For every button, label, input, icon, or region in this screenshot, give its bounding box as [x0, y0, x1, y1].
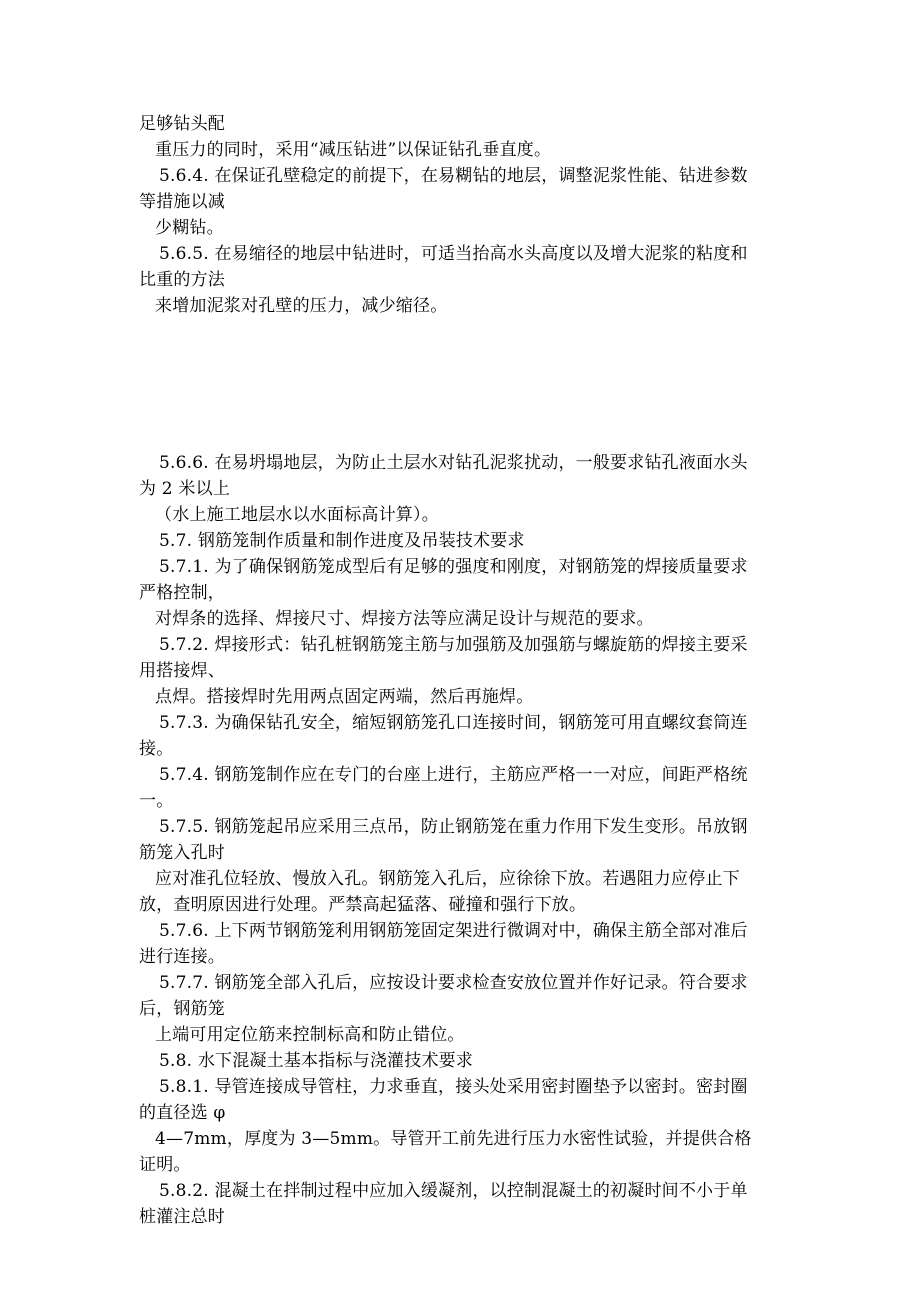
text-line: 5.8.1. 导管连接成导管柱，力求垂直，接头处采用密封圈垫予以密封。密封圈	[159, 1077, 748, 1097]
text-line: 5.6.4. 在保证孔壁稳定的前提下，在易糊钻的地层，调整泥浆性能、钻进参数	[159, 166, 748, 186]
text-line: 等措施以减	[139, 192, 225, 212]
text-line: 5.6.5. 在易缩径的地层中钻进时，可适当抬高水头高度以及增大泥浆的粘度和	[159, 244, 748, 264]
text-line: 放，查明原因进行处理。严禁高起猛落、碰撞和强行下放。	[139, 895, 587, 915]
text-line: 接。	[139, 739, 174, 759]
text-line: 比重的方法	[139, 270, 225, 290]
text-line: 5.8.2. 混凝土在拌制过程中应加入缓凝剂，以控制混凝土的初凝时间不小于单	[159, 1181, 748, 1201]
text-line: 后，钢筋笼	[139, 999, 225, 1019]
text-line: 对焊条的选择、焊接尺寸、焊接方法等应满足设计与规范的要求。	[155, 609, 654, 629]
text-line: 少糊钻。	[155, 218, 224, 238]
text-line: 5.7.6. 上下两节钢筋笼利用钢筋笼固定架进行微调对中，确保主筋全部对准后	[159, 921, 748, 941]
text-line: 严格控制，	[139, 583, 225, 603]
text-block-top	[139, 111, 784, 319]
text-line: 来增加泥浆对孔壁的压力，减少缩径。	[155, 296, 448, 316]
text-line: 为 2 米以上	[139, 479, 231, 499]
text-line: 重压力的同时，采用“减压钻进”以保证钻孔垂直度。	[155, 140, 552, 160]
text-line: 用搭接焊、	[139, 661, 225, 681]
text-line: 足够钻头配	[139, 114, 225, 134]
text-line: 证明。	[139, 1155, 191, 1175]
text-line: 应对准孔位轻放、慢放入孔。钢筋笼入孔后，应徐徐下放。若遇阻力应停止下	[155, 869, 740, 889]
text-line: 点焊。搭接焊时先用两点固定两端，然后再施焊。	[155, 687, 534, 707]
text-line: 一。	[139, 791, 174, 811]
section-heading: 5.8. 水下混凝土基本指标与浇灌技术要求	[159, 1051, 474, 1071]
text-line: 4—7mm，厚度为 3—5mm。导管开工前先进行压力水密性试验，并提供合格	[155, 1129, 752, 1149]
text-line: 筋笼入孔时	[139, 843, 225, 863]
text-line: 5.7.1. 为了确保钢筋笼成型后有足够的强度和刚度，对钢筋笼的焊接质量要求	[159, 557, 748, 577]
text-line: 5.7.3. 为确保钻孔安全，缩短钢筋笼孔口连接时间，钢筋笼可用直螺纹套筒连	[159, 713, 748, 733]
text-line: 上端可用定位筋来控制标高和防止错位。	[155, 1025, 465, 1045]
text-line: 5.7.5. 钢筋笼起吊应采用三点吊，防止钢筋笼在重力作用下发生变形。吊放钢	[159, 817, 748, 837]
text-block-bottom	[139, 450, 784, 1230]
text-line: 5.7.4. 钢筋笼制作应在专门的台座上进行，主筋应严格一一对应，间距严格统	[159, 765, 748, 785]
text-line: 5.7.2. 焊接形式：钻孔桩钢筋笼主筋与加强筋及加强筋与螺旋筋的焊接主要采	[159, 635, 748, 655]
text-line: 的直径选 φ	[139, 1103, 226, 1123]
text-line: 5.7.7. 钢筋笼全部入孔后，应按设计要求检查安放位置并作好记录。符合要求	[159, 973, 748, 993]
text-line: （水上施工地层水以水面标高计算）。	[155, 505, 439, 525]
text-line: 进行连接。	[139, 947, 225, 967]
text-line: 5.6.6. 在易坍塌地层，为防止土层水对钻孔泥浆扰动，一般要求钻孔液面水头	[159, 453, 748, 473]
section-heading: 5.7. 钢筋笼制作质量和制作进度及吊装技术要求	[159, 531, 525, 551]
text-line: 桩灌注总时	[139, 1207, 225, 1227]
